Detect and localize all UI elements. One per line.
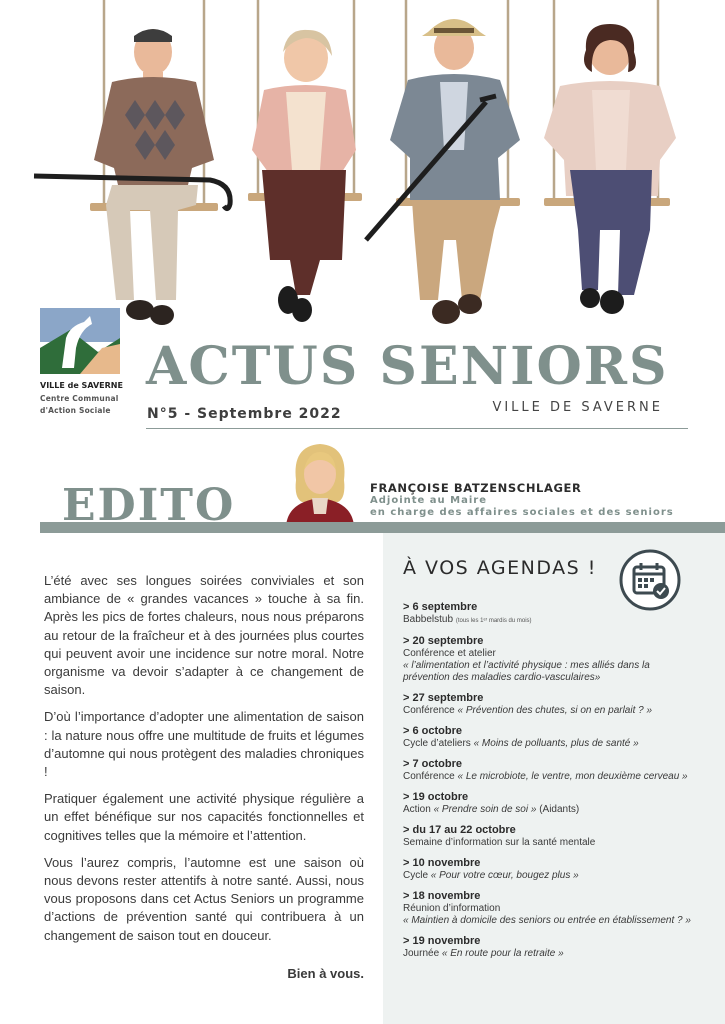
event-title: Conférence et atelier bbox=[403, 648, 496, 659]
event-date: > du 17 au 22 octobre bbox=[403, 824, 516, 836]
event-date: > 27 septembre bbox=[403, 692, 484, 704]
event-date: > 20 septembre bbox=[403, 635, 484, 647]
agenda-event bbox=[403, 791, 718, 816]
logo-subtitle-1: Centre Communal bbox=[40, 394, 119, 403]
event-description: « Prévention des chutes, si on en parlait ? » bbox=[457, 705, 653, 716]
event-date: > 19 octobre bbox=[403, 791, 469, 803]
event-note: (tous les 1ᵉʳ mardis du mois) bbox=[455, 618, 532, 624]
edito-paragraph: L’été avec ses longues soirées conviviales et son ambiance de « grandes vacances » touche à sa fin. Après les pics de fortes chaleurs, nous nous préparons au retour de la fraîcheur et à des journées plus courtes qui peuvent avoir une incidence sur notre moral. Notre organisme va devoir s’adapter à ce changement de saison. bbox=[44, 573, 364, 698]
senior-man-2 bbox=[366, 19, 520, 324]
section-band bbox=[40, 522, 725, 533]
event-description: « Le microbiote, le ventre, mon deuxième cerveau » bbox=[457, 771, 688, 782]
agenda-sidebar bbox=[383, 533, 725, 1024]
agenda-event bbox=[403, 725, 718, 750]
senior-woman-1 bbox=[252, 30, 356, 322]
event-description: « Moins de polluants, plus de santé » bbox=[473, 738, 639, 749]
author-portrait bbox=[282, 440, 358, 526]
agenda-event bbox=[403, 824, 718, 849]
edito-body bbox=[44, 572, 364, 954]
author-name: FRANÇOISE BATZENSCHLAGER bbox=[370, 481, 582, 495]
agenda-event bbox=[403, 692, 718, 717]
town-logo-icon bbox=[40, 308, 120, 374]
event-suffix: (Aidants) bbox=[539, 804, 580, 815]
event-title: Conférence bbox=[403, 705, 455, 716]
agenda-event bbox=[403, 935, 718, 960]
ccas-logo bbox=[40, 308, 122, 417]
agenda-event bbox=[403, 758, 718, 783]
event-date: > 18 novembre bbox=[403, 890, 481, 902]
event-description: « Prendre soin de soi » bbox=[433, 804, 537, 815]
edito-signoff: Bien à vous. bbox=[287, 966, 364, 981]
agenda-event bbox=[403, 635, 718, 684]
event-description: « l’alimentation et l’activité physique : mes alliés dans la bbox=[403, 660, 650, 671]
event-date: > 19 novembre bbox=[403, 935, 481, 947]
event-description: « Maintien à domicile des seniors ou entrée en établissement ? » bbox=[403, 915, 691, 926]
event-description: « Pour votre cœur, bougez plus » bbox=[430, 870, 579, 881]
agenda-event bbox=[403, 601, 718, 627]
edito-paragraph: D’où l’importance d’adopter une alimentation de saison : la nature nous offre une multitude de fruits et légumes d’automne qui nous protègent des maladies chroniques ! bbox=[44, 709, 364, 780]
event-title: Babbelstub bbox=[403, 614, 454, 625]
event-date: > 10 novembre bbox=[403, 857, 481, 869]
event-date: > 6 octobre bbox=[403, 725, 462, 737]
agenda-event bbox=[403, 857, 718, 882]
event-description: « En route pour la retraite » bbox=[441, 948, 564, 959]
event-date: > 7 octobre bbox=[403, 758, 462, 770]
event-title: Conférence bbox=[403, 771, 455, 782]
event-title: Cycle d’ateliers bbox=[403, 738, 471, 749]
event-title: Journée bbox=[403, 948, 440, 959]
edito-heading: EDITO bbox=[62, 484, 236, 522]
agenda-event-list bbox=[403, 601, 718, 968]
event-title: Semaine d’information sur la santé mentale bbox=[403, 837, 596, 848]
issue-number: N°5 - Septembre 2022 bbox=[147, 406, 342, 422]
agenda-title: À VOS AGENDAS ! bbox=[403, 557, 597, 579]
event-title: Réunion d’information bbox=[403, 903, 501, 914]
edito-paragraph: Pratiquer également une activité physique régulière a un effet bénéfique sur nos capacités fonctionnelles et cognitives telles que la mémoire et l’attention. bbox=[44, 791, 364, 843]
edito-paragraph: Vous l’aurez compris, l’automne est une saison où nous devons rester attentifs à notre santé. Aussi, nous vous proposons dans cet Actus Seniors un programme d’actions de prévention santé qui contribuera à un changement de saison tout en douceur. bbox=[44, 854, 364, 943]
senior-woman-2 bbox=[544, 24, 676, 314]
author-role-title: Adjointe au Maire bbox=[370, 495, 487, 506]
newsletter-title: ACTUS SENIORS bbox=[146, 336, 669, 397]
event-description: prévention des maladies cardio-vasculaires» bbox=[403, 672, 601, 683]
city-name: VILLE DE SAVERNE bbox=[492, 400, 663, 415]
logo-subtitle-2: d'Action Sociale bbox=[40, 406, 111, 415]
agenda-event bbox=[403, 890, 718, 927]
senior-man-1 bbox=[34, 29, 230, 325]
event-title: Action bbox=[403, 804, 431, 815]
seniors-on-swings-illustration bbox=[0, 0, 725, 340]
logo-city-name: VILLE de SAVERNE bbox=[40, 381, 123, 390]
author-role-detail: en charge des affaires sociales et des seniors bbox=[370, 507, 674, 518]
event-date: > 6 septembre bbox=[403, 601, 478, 613]
event-title: Cycle bbox=[403, 870, 429, 881]
masthead-divider bbox=[146, 428, 688, 429]
hero-photo bbox=[0, 0, 725, 340]
